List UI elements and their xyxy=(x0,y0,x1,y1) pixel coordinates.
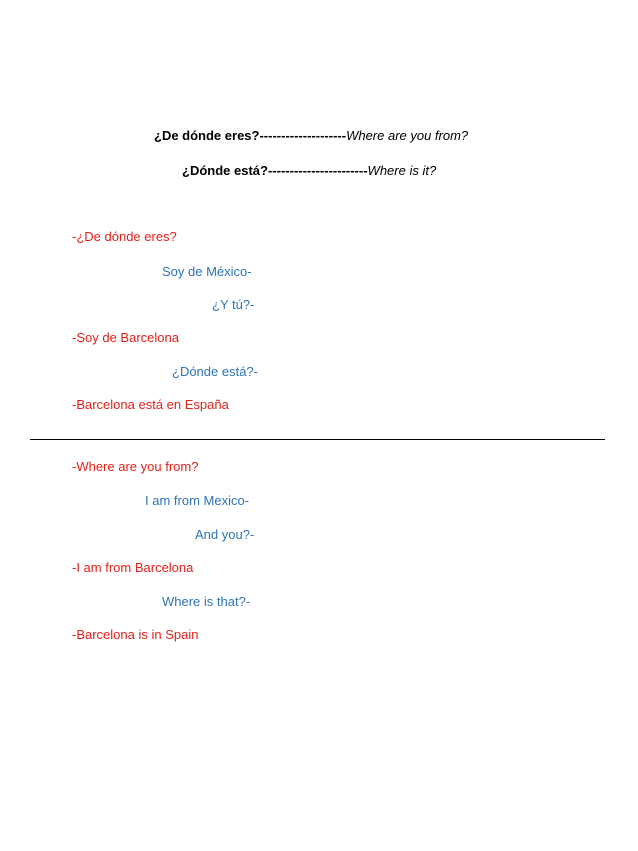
header-line-1-english: Where are you from? xyxy=(346,128,469,143)
english-line-2: I am from Mexico- xyxy=(145,493,250,508)
header-line-2-english: Where is it? xyxy=(367,163,437,178)
spanish-line-2: Soy de México- xyxy=(162,264,252,279)
spanish-line-4: -Soy de Barcelona xyxy=(72,330,179,345)
english-line-3: And you?- xyxy=(195,527,255,542)
separator-rule xyxy=(30,439,605,440)
header-line-1-dashes: -------------------- xyxy=(259,128,347,143)
spanish-line-5: ¿Dónde está?- xyxy=(172,364,258,379)
english-line-4: -I am from Barcelona xyxy=(72,560,194,575)
header-line-2-dashes: ----------------------- xyxy=(267,163,368,178)
spanish-line-3: ¿Y tú?- xyxy=(212,297,255,312)
header-line-1-spanish: ¿De dónde eres? xyxy=(154,128,260,143)
header-line-1 xyxy=(154,128,468,144)
spanish-line-6: -Barcelona está en España xyxy=(72,397,229,412)
english-line-1: -Where are you from? xyxy=(72,459,199,474)
english-line-5: Where is that?- xyxy=(162,594,251,609)
header-line-2-spanish: ¿Dónde está? xyxy=(182,163,268,178)
header-line-2 xyxy=(182,163,436,179)
spanish-line-1: -¿De dónde eres? xyxy=(72,229,177,244)
english-line-6: -Barcelona is in Spain xyxy=(72,627,199,642)
